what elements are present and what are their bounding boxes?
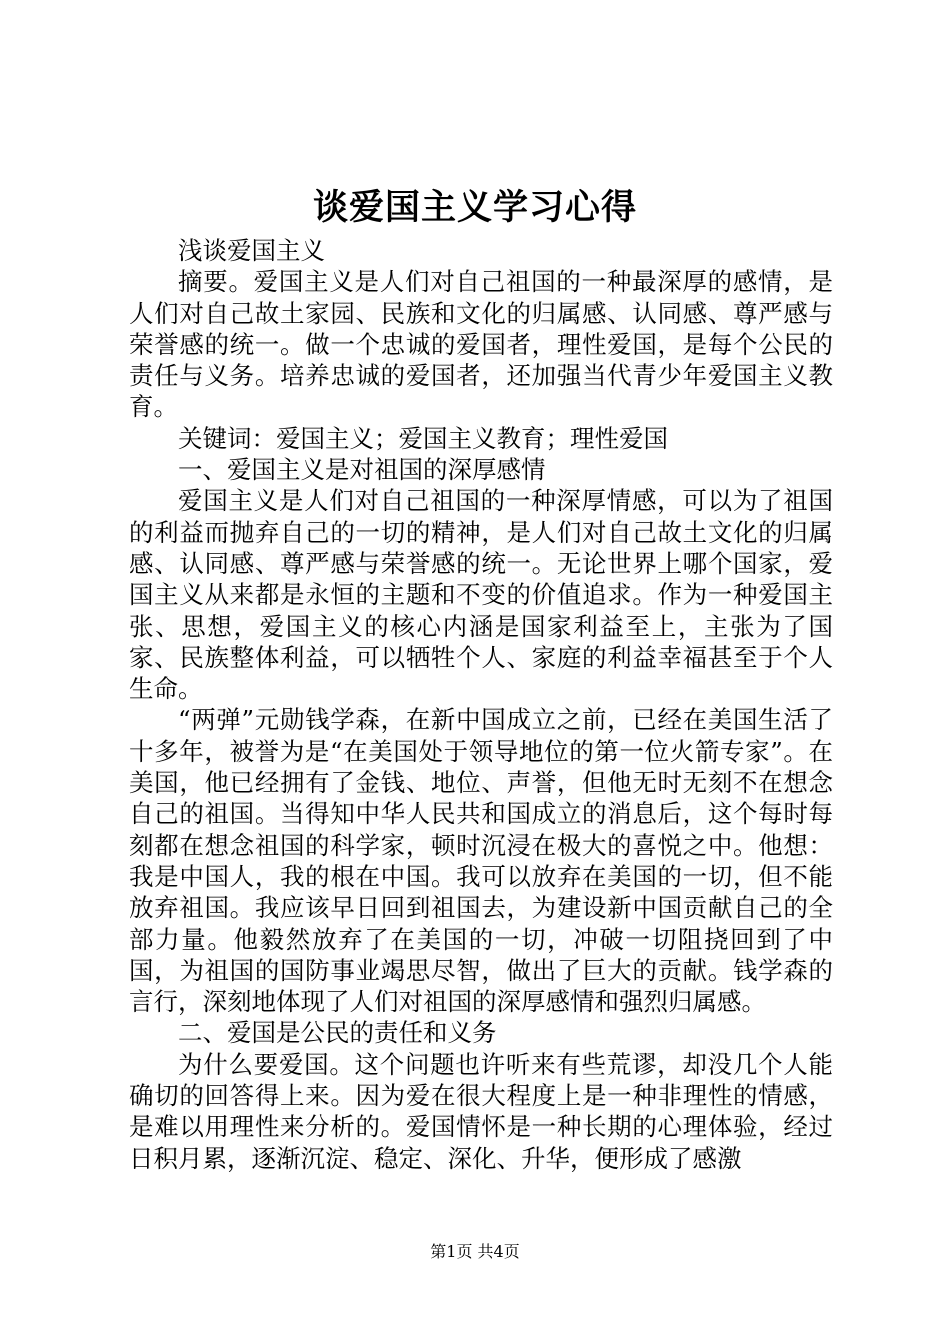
paragraph-keywords: 关键词：爱国主义；爱国主义教育；理性爱国 xyxy=(178,423,668,453)
paragraph-body: 为什么要爱国。这个问题也许听来有些荒谬，却没几个人能确切的回答得上来。因为爱在很大程度上是一种非理性的情感，是难以用理性来分析的。爱国情怀是一种长期的心理体验，经过日积月累，逐渐沉淀、稳定、深化、升华，便形成了感激 xyxy=(129,1049,833,1173)
document-title: 谈爱国主义学习心得 xyxy=(312,187,637,228)
paragraph-subtitle: 浅谈爱国主义 xyxy=(178,236,325,265)
document-body xyxy=(129,235,833,1174)
paragraph-abstract: 摘要。爱国主义是人们对自己祖国的一种最深厚的感情，是人们对自己故土家园、民族和文化的归属感、认同感、尊严感与荣誉感的统一。做一个忠诚的爱国者，理性爱国，是每个公民的责任与义务。培养忠诚的爱国者，还加强当代青少年爱国主义教育。 xyxy=(129,267,833,422)
section-heading-2: 二、爱国是公民的责任和义务 xyxy=(178,1018,497,1048)
paragraph-body: 爱国主义是人们对自己祖国的一种深厚情感，可以为了祖国的利益而抛弃自己的一切的精神，是人们对自己故土文化的归属感、认同感、尊严感与荣誉感的统一。无论世界上哪个国家，爱国主义从来都是永恒的主题和不变的价值追求。作为一种爱国主张、思想，爱国主义的核心内涵是国家利益至上，主张为了国家、民族整体利益，可以牺牲个人、家庭的利益幸福甚至于个人生命。 xyxy=(129,486,833,704)
section-heading-1: 一、爱国主义是对祖国的深厚感情 xyxy=(178,455,546,485)
paragraph-body: “两弹”元勋钱学森，在新中国成立之前，已经在美国生活了十多年，被誉为是“在美国处于领导地位的第一位火箭专家”。在美国，他已经拥有了金钱、地位、声誉，但他无时无刻不在想念自己的祖国。当得知中华人民共和国成立的消息后，这个每时每刻都在想念祖国的科学家，顿时沉浸在极大的喜悦之中。他想：我是中国人，我的根在中国。我可以放弃在美国的一切，但不能放弃祖国。我应该早日回到祖国去，为建设新中国贡献自己的全部力量。他毅然放弃了在美国的一切，冲破一切阻挠回到了中国，为祖国的国防事业竭思尽智，做出了巨大的贡献。钱学森的言行，深刻地体现了人们对祖国的深厚感情和强烈归属感。 xyxy=(129,705,833,1017)
page-footer: 第1页 共4页 xyxy=(430,1242,520,1261)
